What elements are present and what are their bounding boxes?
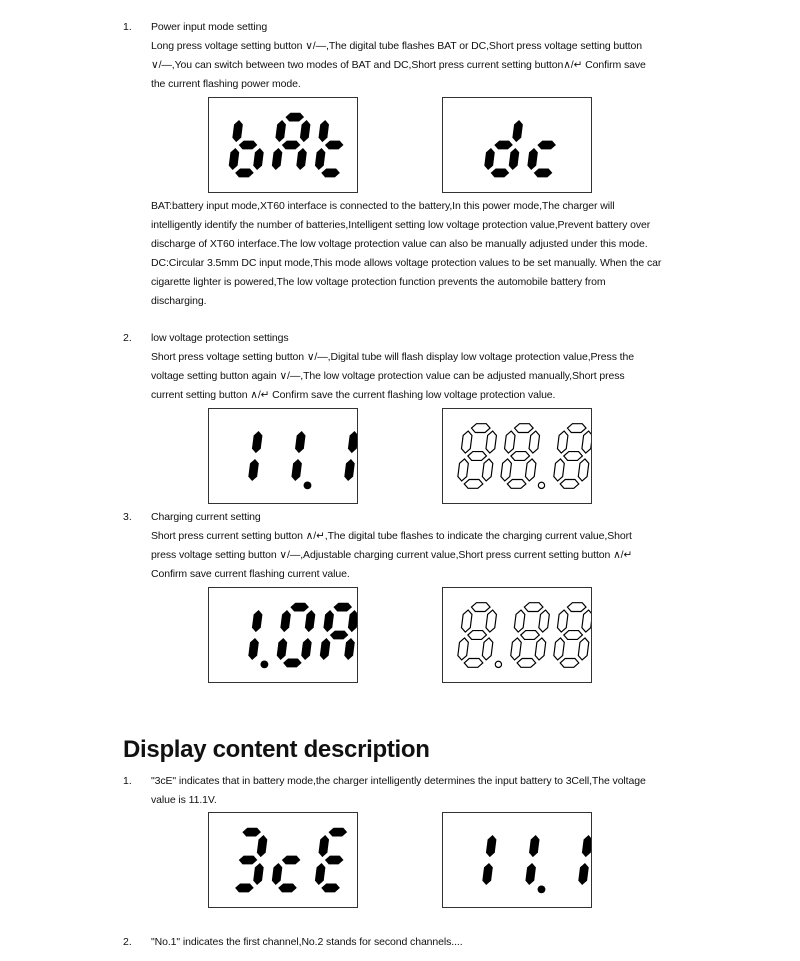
segment-d bbox=[278, 884, 297, 893]
segment-d bbox=[235, 884, 254, 893]
paragraph-line: Confirm save current flashing current value. bbox=[151, 568, 350, 580]
segment-f bbox=[323, 610, 333, 632]
segment-d bbox=[321, 169, 340, 178]
segment-c bbox=[525, 863, 535, 885]
lcd-display bbox=[442, 408, 592, 504]
lcd-display bbox=[208, 587, 358, 683]
list-number: 3. bbox=[123, 511, 132, 523]
paragraph-line: "3cE" indicates that in battery mode,the charger intelligently determines the input battery to 3Cell,The voltage bbox=[151, 775, 646, 787]
paragraph-line: Short press current setting button ∧/↵,The digital tube flashes to indicate the charging current value,Short bbox=[151, 530, 632, 542]
note-line: intelligently identify the number of batteries,Intelligent setting low voltage protection value,Prevent battery over bbox=[151, 219, 651, 231]
segment-f bbox=[505, 431, 515, 453]
lcd-display bbox=[208, 812, 358, 908]
segment-f bbox=[461, 610, 471, 632]
segment-e bbox=[229, 148, 239, 170]
segment-b bbox=[582, 431, 591, 453]
note-line: discharging. bbox=[151, 295, 207, 307]
note-line: DC:Circular 3.5mm DC input mode,This mode allows voltage protection values to be set manually. When the car bbox=[151, 257, 662, 269]
segment-e bbox=[554, 459, 564, 481]
segment-c bbox=[253, 863, 263, 885]
segment-b bbox=[582, 835, 591, 857]
segment-f bbox=[275, 120, 285, 142]
segment-g bbox=[468, 631, 487, 640]
seven-segment-readout bbox=[443, 98, 591, 192]
segment-a bbox=[471, 603, 490, 612]
segment-a bbox=[524, 603, 543, 612]
segment-b bbox=[348, 610, 357, 632]
segment-f bbox=[461, 431, 471, 453]
segment-f bbox=[232, 120, 242, 142]
segment-c bbox=[248, 638, 258, 660]
segment-e bbox=[554, 638, 564, 660]
paragraph-line: ∨/—,You can switch between two modes of BAT and DC,Short press current setting button∧/↵ Confirm save bbox=[151, 59, 646, 71]
item-title: low voltage protection settings bbox=[151, 332, 289, 344]
segment-g bbox=[325, 141, 344, 150]
segment-b bbox=[529, 835, 539, 857]
seven-segment-readout bbox=[443, 409, 591, 503]
segment-g bbox=[564, 631, 583, 640]
segment-g bbox=[330, 631, 349, 640]
segment-e bbox=[458, 638, 468, 660]
section-heading: Display content description bbox=[123, 736, 430, 763]
paragraph-line: voltage setting button again ∨/—,The low voltage protection value can be adjusted manually,Short press bbox=[151, 370, 625, 382]
segment-e bbox=[484, 148, 494, 170]
segment-b bbox=[512, 120, 522, 142]
segment-c bbox=[509, 148, 519, 170]
segment-d bbox=[507, 480, 526, 489]
segment-f bbox=[319, 835, 329, 857]
segment-b bbox=[300, 120, 310, 142]
paragraph-line: current setting button ∧/↵ Confirm save the current flashing low voltage protection value. bbox=[151, 389, 556, 401]
segment-d bbox=[517, 659, 536, 668]
segment-g bbox=[282, 141, 301, 150]
segment-f bbox=[514, 610, 524, 632]
segment-c bbox=[525, 459, 535, 481]
paragraph-line: Short press voltage setting button ∨/—,Digital tube will flash display low voltage protection value,Press the bbox=[151, 351, 634, 363]
seven-segment-readout bbox=[209, 813, 357, 907]
segment-g bbox=[537, 141, 556, 150]
segment-e bbox=[511, 638, 521, 660]
segment-g bbox=[282, 856, 301, 865]
item-title: Power input mode setting bbox=[151, 21, 268, 33]
segment-b bbox=[295, 431, 305, 453]
segment-c bbox=[296, 148, 306, 170]
lcd-display bbox=[208, 97, 358, 193]
segment-b bbox=[348, 431, 357, 453]
segment-a bbox=[515, 424, 534, 433]
segment-d bbox=[534, 169, 553, 178]
segment-c bbox=[482, 863, 492, 885]
segment-d bbox=[321, 884, 340, 893]
segment-c bbox=[248, 459, 258, 481]
segment-a bbox=[290, 603, 309, 612]
segment-f bbox=[319, 120, 329, 142]
segment-b bbox=[539, 610, 549, 632]
segment-e bbox=[527, 148, 537, 170]
segment-g bbox=[468, 452, 487, 461]
segment-d bbox=[464, 480, 483, 489]
paragraph-line: press voltage setting button ∨/—,Adjustable charging current value,Short press current setting button ∧/↵ bbox=[151, 549, 633, 561]
segment-b bbox=[582, 610, 591, 632]
segment-b bbox=[486, 835, 496, 857]
decimal-point bbox=[495, 661, 501, 667]
lcd-display bbox=[442, 812, 592, 908]
segment-g bbox=[564, 452, 583, 461]
segment-g bbox=[239, 141, 258, 150]
segment-c bbox=[482, 638, 492, 660]
segment-d bbox=[560, 659, 579, 668]
segment-g bbox=[521, 631, 540, 640]
seven-segment-readout bbox=[443, 588, 591, 682]
segment-a bbox=[329, 828, 348, 837]
segment-c bbox=[344, 459, 354, 481]
segment-g bbox=[511, 452, 530, 461]
paragraph-line: "No.1" indicates the first channel,No.2 stands for second channels.... bbox=[151, 936, 463, 948]
lcd-display bbox=[442, 97, 592, 193]
segment-c bbox=[578, 863, 588, 885]
seven-segment-readout bbox=[209, 98, 357, 192]
segment-c bbox=[535, 638, 545, 660]
segment-c bbox=[253, 148, 263, 170]
segment-a bbox=[567, 603, 586, 612]
segment-f bbox=[280, 610, 290, 632]
segment-a bbox=[242, 828, 261, 837]
list-number: 1. bbox=[123, 21, 132, 33]
paragraph-line: the current flashing power mode. bbox=[151, 78, 301, 90]
seven-segment-readout bbox=[209, 409, 357, 503]
segment-e bbox=[272, 863, 282, 885]
segment-c bbox=[482, 459, 492, 481]
segment-d bbox=[235, 169, 254, 178]
segment-b bbox=[486, 610, 496, 632]
segment-b bbox=[252, 610, 262, 632]
segment-d bbox=[560, 480, 579, 489]
decimal-point bbox=[538, 482, 544, 488]
decimal-point bbox=[304, 481, 312, 489]
segment-b bbox=[486, 431, 496, 453]
segment-b bbox=[305, 610, 315, 632]
lcd-display bbox=[208, 408, 358, 504]
segment-e bbox=[277, 638, 287, 660]
decimal-point bbox=[260, 660, 268, 668]
lcd-display bbox=[442, 587, 592, 683]
segment-a bbox=[333, 603, 352, 612]
segment-b bbox=[252, 431, 262, 453]
segment-d bbox=[283, 659, 302, 668]
segment-d bbox=[464, 659, 483, 668]
segment-g bbox=[325, 856, 344, 865]
segment-e bbox=[315, 863, 325, 885]
segment-b bbox=[529, 431, 539, 453]
segment-a bbox=[471, 424, 490, 433]
segment-e bbox=[320, 638, 330, 660]
segment-c bbox=[578, 459, 588, 481]
segment-g bbox=[239, 856, 258, 865]
decimal-point bbox=[538, 885, 546, 893]
segment-d bbox=[491, 169, 510, 178]
seven-segment-readout bbox=[209, 588, 357, 682]
segment-e bbox=[272, 148, 282, 170]
seven-segment-readout bbox=[443, 813, 591, 907]
segment-f bbox=[557, 610, 567, 632]
segment-e bbox=[501, 459, 511, 481]
note-line: cigarette lighter is powered,The low voltage protection function prevents the automobile battery from bbox=[151, 276, 606, 288]
list-number: 1. bbox=[123, 775, 132, 787]
note-line: discharge of XT60 interface.The low voltage protection value can also be manually adjusted under this mode. bbox=[151, 238, 648, 250]
segment-e bbox=[315, 148, 325, 170]
segment-f bbox=[557, 431, 567, 453]
segment-a bbox=[285, 113, 304, 122]
list-number: 2. bbox=[123, 332, 132, 344]
segment-b bbox=[257, 835, 267, 857]
segment-c bbox=[344, 638, 354, 660]
segment-c bbox=[578, 638, 588, 660]
note-line: BAT:battery input mode,XT60 interface is connected to the battery,In this power mode,The charger will bbox=[151, 200, 615, 212]
segment-g bbox=[494, 141, 513, 150]
item-title: Charging current setting bbox=[151, 511, 261, 523]
paragraph-line: Long press voltage setting button ∨/—,The digital tube flashes BAT or DC,Short press voltage setting button bbox=[151, 40, 642, 52]
segment-c bbox=[301, 638, 311, 660]
segment-e bbox=[458, 459, 468, 481]
paragraph-line: value is 11.1V. bbox=[151, 794, 217, 806]
segment-c bbox=[291, 459, 301, 481]
segment-a bbox=[567, 424, 586, 433]
list-number: 2. bbox=[123, 936, 132, 948]
